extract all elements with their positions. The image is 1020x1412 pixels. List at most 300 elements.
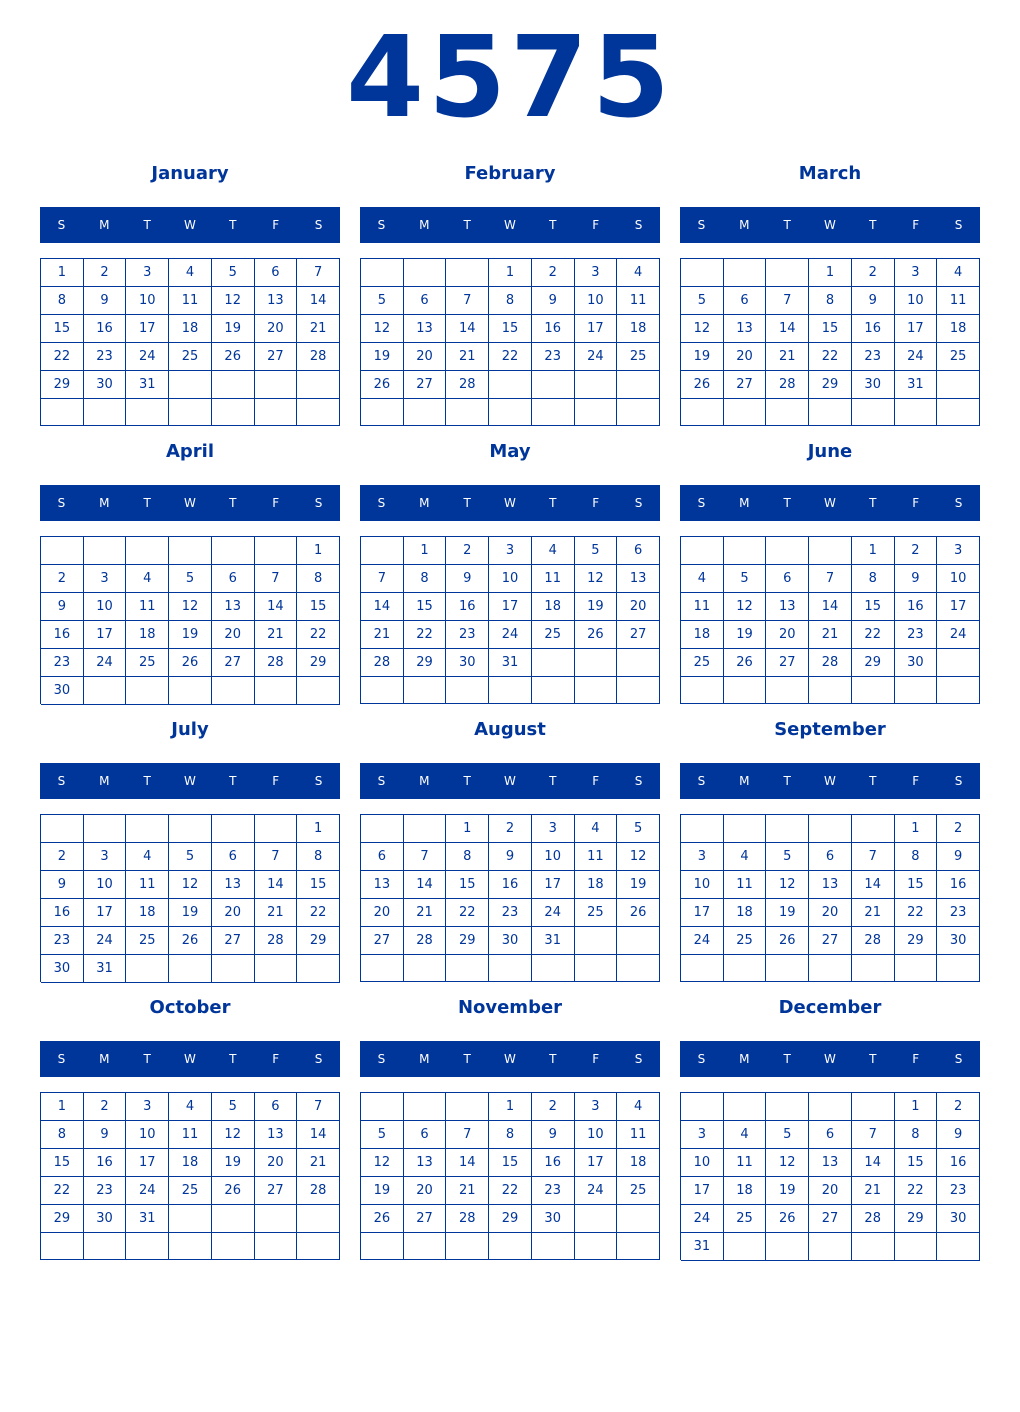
day-cell: 12: [169, 593, 212, 621]
day-cell: 1: [446, 815, 489, 843]
day-cell: 6: [766, 565, 809, 593]
empty-day-cell: [212, 399, 255, 426]
day-cell: 8: [895, 1121, 938, 1149]
empty-day-cell: [852, 1093, 895, 1121]
weekday-label: T: [549, 218, 557, 232]
day-cell: 12: [212, 1121, 255, 1149]
weekday-label: T: [143, 496, 151, 510]
month-name: September: [774, 719, 886, 740]
empty-day-cell: [446, 677, 489, 704]
day-cell: 5: [617, 815, 660, 843]
empty-day-cell: [937, 1233, 980, 1261]
day-cell: 14: [852, 871, 895, 899]
weekday-label: F: [272, 496, 280, 510]
day-cell: 26: [766, 1205, 809, 1233]
empty-day-cell: [895, 955, 938, 982]
weekday-label: T: [463, 1052, 471, 1066]
empty-day-cell: [937, 649, 980, 677]
weekday-label: S: [314, 218, 323, 232]
empty-day-cell: [724, 677, 767, 704]
days-grid: [40, 814, 340, 982]
day-cell: 26: [575, 621, 618, 649]
day-cell: 16: [41, 621, 84, 649]
day-cell: 15: [809, 315, 852, 343]
day-cell: 3: [126, 1093, 169, 1121]
empty-day-cell: [809, 815, 852, 843]
day-cell: 27: [809, 927, 852, 955]
day-cell: 23: [532, 1177, 575, 1205]
day-cell: 4: [126, 843, 169, 871]
month-name: August: [474, 719, 546, 740]
empty-day-cell: [681, 537, 724, 565]
weekday-label: S: [697, 774, 706, 788]
day-cell: 1: [41, 259, 84, 287]
day-cell: 26: [617, 899, 660, 927]
day-cell: 12: [617, 843, 660, 871]
empty-day-cell: [681, 677, 724, 704]
day-cell: 14: [255, 593, 298, 621]
empty-day-cell: [169, 537, 212, 565]
empty-day-cell: [361, 815, 404, 843]
day-cell: 18: [617, 315, 660, 343]
empty-day-cell: [617, 649, 660, 677]
weekday-header: [40, 763, 340, 799]
day-cell: 26: [169, 649, 212, 677]
day-cell: 25: [617, 1177, 660, 1205]
day-cell: 11: [937, 287, 980, 315]
day-cell: 22: [446, 899, 489, 927]
day-cell: 23: [895, 621, 938, 649]
empty-day-cell: [297, 1233, 340, 1260]
empty-day-cell: [532, 371, 575, 399]
weekday-header: [40, 1041, 340, 1077]
day-cell: 9: [852, 287, 895, 315]
day-cell: 16: [852, 315, 895, 343]
day-cell: 17: [575, 315, 618, 343]
day-cell: 4: [169, 1093, 212, 1121]
weekday-label: M: [99, 1052, 110, 1066]
day-cell: 18: [617, 1149, 660, 1177]
day-cell: 7: [255, 565, 298, 593]
day-cell: 22: [895, 1177, 938, 1205]
month-name: June: [807, 441, 853, 462]
empty-day-cell: [532, 955, 575, 982]
empty-day-cell: [84, 1233, 127, 1260]
weekday-label: M: [419, 218, 430, 232]
empty-day-cell: [255, 815, 298, 843]
day-cell: 11: [169, 287, 212, 315]
day-cell: 27: [809, 1205, 852, 1233]
month-name: October: [149, 997, 231, 1018]
day-cell: 11: [724, 1149, 767, 1177]
weekday-label: T: [229, 1052, 237, 1066]
empty-day-cell: [169, 1233, 212, 1260]
weekday-header: [680, 207, 980, 243]
empty-day-cell: [809, 537, 852, 565]
day-cell: 8: [446, 843, 489, 871]
day-cell: 18: [169, 1149, 212, 1177]
weekday-label: T: [463, 774, 471, 788]
day-cell: 25: [169, 1177, 212, 1205]
day-cell: 29: [41, 371, 84, 399]
empty-day-cell: [255, 371, 298, 399]
day-cell: 13: [766, 593, 809, 621]
empty-day-cell: [169, 955, 212, 983]
empty-day-cell: [169, 677, 212, 705]
weekday-header: [680, 485, 980, 521]
weekday-label: S: [314, 496, 323, 510]
day-cell: 30: [532, 1205, 575, 1233]
day-cell: 20: [766, 621, 809, 649]
empty-day-cell: [766, 399, 809, 426]
day-cell: 17: [532, 871, 575, 899]
weekday-label: S: [634, 218, 643, 232]
weekday-label: W: [184, 774, 196, 788]
empty-day-cell: [724, 1093, 767, 1121]
day-cell: 17: [489, 593, 532, 621]
day-cell: 16: [937, 871, 980, 899]
day-cell: 27: [255, 343, 298, 371]
empty-day-cell: [532, 1233, 575, 1260]
empty-day-cell: [852, 955, 895, 982]
day-cell: 6: [361, 843, 404, 871]
weekday-label: T: [229, 774, 237, 788]
day-cell: 16: [532, 315, 575, 343]
day-cell: 14: [809, 593, 852, 621]
month-name: November: [457, 997, 563, 1018]
day-cell: 29: [41, 1205, 84, 1233]
weekday-header: [360, 485, 660, 521]
empty-day-cell: [212, 1233, 255, 1260]
empty-day-cell: [212, 371, 255, 399]
day-cell: 15: [446, 871, 489, 899]
empty-day-cell: [617, 371, 660, 399]
day-cell: 19: [212, 1149, 255, 1177]
weekday-label: F: [912, 496, 920, 510]
day-cell: 25: [575, 899, 618, 927]
day-cell: 3: [575, 1093, 618, 1121]
day-cell: 16: [895, 593, 938, 621]
empty-day-cell: [681, 399, 724, 426]
day-cell: 7: [766, 287, 809, 315]
day-cell: 21: [297, 1149, 340, 1177]
day-cell: 19: [617, 871, 660, 899]
day-cell: 6: [404, 1121, 447, 1149]
day-cell: 5: [361, 1121, 404, 1149]
day-cell: 30: [41, 677, 84, 705]
day-cell: 30: [937, 1205, 980, 1233]
day-cell: 10: [937, 565, 980, 593]
day-cell: 29: [809, 371, 852, 399]
day-cell: 2: [937, 815, 980, 843]
day-cell: 9: [41, 871, 84, 899]
day-cell: 19: [212, 315, 255, 343]
day-cell: 28: [809, 649, 852, 677]
month-name: April: [165, 441, 215, 462]
empty-day-cell: [575, 677, 618, 704]
day-cell: 22: [297, 621, 340, 649]
day-cell: 1: [895, 1093, 938, 1121]
day-cell: 15: [297, 593, 340, 621]
empty-day-cell: [361, 259, 404, 287]
day-cell: 11: [617, 1121, 660, 1149]
day-cell: 25: [724, 927, 767, 955]
day-cell: 30: [937, 927, 980, 955]
day-cell: 24: [84, 927, 127, 955]
empty-day-cell: [255, 1233, 298, 1260]
empty-day-cell: [937, 955, 980, 982]
day-cell: 8: [809, 287, 852, 315]
day-cell: 6: [809, 1121, 852, 1149]
day-cell: 26: [724, 649, 767, 677]
day-cell: 31: [489, 649, 532, 677]
day-cell: 5: [361, 287, 404, 315]
empty-day-cell: [404, 815, 447, 843]
weekday-label: S: [57, 218, 66, 232]
empty-day-cell: [489, 399, 532, 426]
empty-day-cell: [766, 537, 809, 565]
day-cell: 24: [126, 343, 169, 371]
day-cell: 29: [895, 927, 938, 955]
day-cell: 11: [617, 287, 660, 315]
day-cell: 11: [126, 593, 169, 621]
empty-day-cell: [212, 955, 255, 983]
day-cell: 6: [255, 1093, 298, 1121]
day-cell: 1: [809, 259, 852, 287]
day-cell: 23: [41, 927, 84, 955]
day-cell: 7: [297, 259, 340, 287]
empty-day-cell: [852, 815, 895, 843]
day-cell: 1: [297, 537, 340, 565]
empty-day-cell: [766, 955, 809, 982]
day-cell: 8: [489, 287, 532, 315]
day-cell: 12: [575, 565, 618, 593]
day-cell: 4: [681, 565, 724, 593]
weekday-label: S: [697, 496, 706, 510]
day-cell: 22: [852, 621, 895, 649]
day-cell: 28: [852, 1205, 895, 1233]
day-cell: 12: [681, 315, 724, 343]
day-cell: 29: [404, 649, 447, 677]
empty-day-cell: [809, 677, 852, 704]
empty-day-cell: [937, 677, 980, 704]
day-cell: 1: [489, 1093, 532, 1121]
day-cell: 23: [41, 649, 84, 677]
empty-day-cell: [255, 399, 298, 426]
day-cell: 23: [489, 899, 532, 927]
day-cell: 12: [361, 315, 404, 343]
empty-day-cell: [446, 1233, 489, 1260]
empty-day-cell: [84, 677, 127, 705]
day-cell: 5: [724, 565, 767, 593]
weekday-label: W: [504, 774, 516, 788]
day-cell: 20: [255, 1149, 298, 1177]
day-cell: 15: [895, 1149, 938, 1177]
day-cell: 27: [212, 649, 255, 677]
empty-day-cell: [766, 259, 809, 287]
day-cell: 6: [724, 287, 767, 315]
day-cell: 13: [255, 1121, 298, 1149]
weekday-label: F: [912, 1052, 920, 1066]
empty-day-cell: [404, 259, 447, 287]
day-cell: 27: [724, 371, 767, 399]
day-cell: 24: [895, 343, 938, 371]
day-cell: 24: [532, 899, 575, 927]
weekday-label: M: [739, 774, 750, 788]
weekday-label: W: [184, 496, 196, 510]
empty-day-cell: [809, 955, 852, 982]
day-cell: 18: [126, 899, 169, 927]
day-cell: 28: [446, 371, 489, 399]
days-grid: [680, 536, 980, 704]
day-cell: 11: [169, 1121, 212, 1149]
day-cell: 30: [84, 1205, 127, 1233]
day-cell: 15: [852, 593, 895, 621]
day-cell: 2: [895, 537, 938, 565]
empty-day-cell: [724, 259, 767, 287]
day-cell: 1: [489, 259, 532, 287]
days-grid: [680, 1092, 980, 1260]
day-cell: 17: [895, 315, 938, 343]
day-cell: 11: [532, 565, 575, 593]
day-cell: 8: [404, 565, 447, 593]
empty-day-cell: [84, 399, 127, 426]
day-cell: 7: [852, 1121, 895, 1149]
day-cell: 16: [489, 871, 532, 899]
empty-day-cell: [766, 677, 809, 704]
days-grid: [360, 536, 660, 704]
day-cell: 3: [126, 259, 169, 287]
day-cell: 17: [681, 1177, 724, 1205]
empty-day-cell: [126, 1233, 169, 1260]
day-cell: 13: [809, 1149, 852, 1177]
days-grid: [360, 258, 660, 426]
day-cell: 20: [809, 1177, 852, 1205]
empty-day-cell: [766, 815, 809, 843]
weekday-header: [360, 207, 660, 243]
day-cell: 22: [297, 899, 340, 927]
empty-day-cell: [489, 371, 532, 399]
day-cell: 10: [126, 1121, 169, 1149]
day-cell: 11: [681, 593, 724, 621]
empty-day-cell: [404, 399, 447, 426]
day-cell: 16: [84, 1149, 127, 1177]
day-cell: 20: [361, 899, 404, 927]
weekday-label: S: [634, 496, 643, 510]
empty-day-cell: [532, 399, 575, 426]
empty-day-cell: [297, 955, 340, 983]
weekday-label: T: [549, 1052, 557, 1066]
day-cell: 22: [489, 343, 532, 371]
day-cell: 20: [404, 343, 447, 371]
day-cell: 3: [895, 259, 938, 287]
weekday-label: T: [869, 496, 877, 510]
day-cell: 15: [404, 593, 447, 621]
empty-day-cell: [489, 955, 532, 982]
day-cell: 23: [84, 1177, 127, 1205]
day-cell: 27: [212, 927, 255, 955]
day-cell: 1: [895, 815, 938, 843]
weekday-label: T: [143, 774, 151, 788]
month-name: March: [798, 163, 862, 184]
day-cell: 9: [937, 1121, 980, 1149]
day-cell: 14: [404, 871, 447, 899]
day-cell: 26: [766, 927, 809, 955]
day-cell: 7: [446, 1121, 489, 1149]
day-cell: 19: [766, 1177, 809, 1205]
day-cell: 6: [809, 843, 852, 871]
empty-day-cell: [126, 815, 169, 843]
day-cell: 5: [212, 259, 255, 287]
day-cell: 14: [297, 287, 340, 315]
day-cell: 7: [809, 565, 852, 593]
day-cell: 27: [766, 649, 809, 677]
weekday-label: S: [314, 1052, 323, 1066]
empty-day-cell: [724, 537, 767, 565]
empty-day-cell: [126, 955, 169, 983]
day-cell: 8: [489, 1121, 532, 1149]
day-cell: 14: [446, 1149, 489, 1177]
day-cell: 26: [212, 343, 255, 371]
day-cell: 18: [937, 315, 980, 343]
day-cell: 7: [404, 843, 447, 871]
day-cell: 31: [681, 1233, 724, 1261]
day-cell: 9: [895, 565, 938, 593]
day-cell: 16: [532, 1149, 575, 1177]
day-cell: 18: [724, 899, 767, 927]
day-cell: 14: [361, 593, 404, 621]
day-cell: 3: [84, 843, 127, 871]
day-cell: 7: [255, 843, 298, 871]
day-cell: 8: [41, 287, 84, 315]
day-cell: 17: [84, 621, 127, 649]
weekday-label: S: [377, 496, 386, 510]
day-cell: 24: [681, 927, 724, 955]
day-cell: 18: [126, 621, 169, 649]
day-cell: 21: [852, 899, 895, 927]
empty-day-cell: [681, 1093, 724, 1121]
day-cell: 2: [84, 259, 127, 287]
day-cell: 17: [84, 899, 127, 927]
weekday-label: T: [549, 774, 557, 788]
day-cell: 20: [809, 899, 852, 927]
day-cell: 16: [937, 1149, 980, 1177]
weekday-label: T: [229, 496, 237, 510]
day-cell: 3: [489, 537, 532, 565]
day-cell: 9: [446, 565, 489, 593]
empty-day-cell: [681, 259, 724, 287]
day-cell: 19: [681, 343, 724, 371]
empty-day-cell: [297, 399, 340, 426]
day-cell: 7: [852, 843, 895, 871]
day-cell: 13: [255, 287, 298, 315]
day-cell: 15: [489, 315, 532, 343]
day-cell: 21: [766, 343, 809, 371]
weekday-label: F: [272, 1052, 280, 1066]
day-cell: 10: [575, 1121, 618, 1149]
day-cell: 20: [404, 1177, 447, 1205]
day-cell: 4: [126, 565, 169, 593]
day-cell: 10: [575, 287, 618, 315]
day-cell: 2: [41, 565, 84, 593]
day-cell: 10: [681, 1149, 724, 1177]
day-cell: 21: [255, 899, 298, 927]
empty-day-cell: [126, 399, 169, 426]
day-cell: 7: [361, 565, 404, 593]
weekday-label: T: [229, 218, 237, 232]
weekday-label: F: [272, 218, 280, 232]
empty-day-cell: [617, 399, 660, 426]
